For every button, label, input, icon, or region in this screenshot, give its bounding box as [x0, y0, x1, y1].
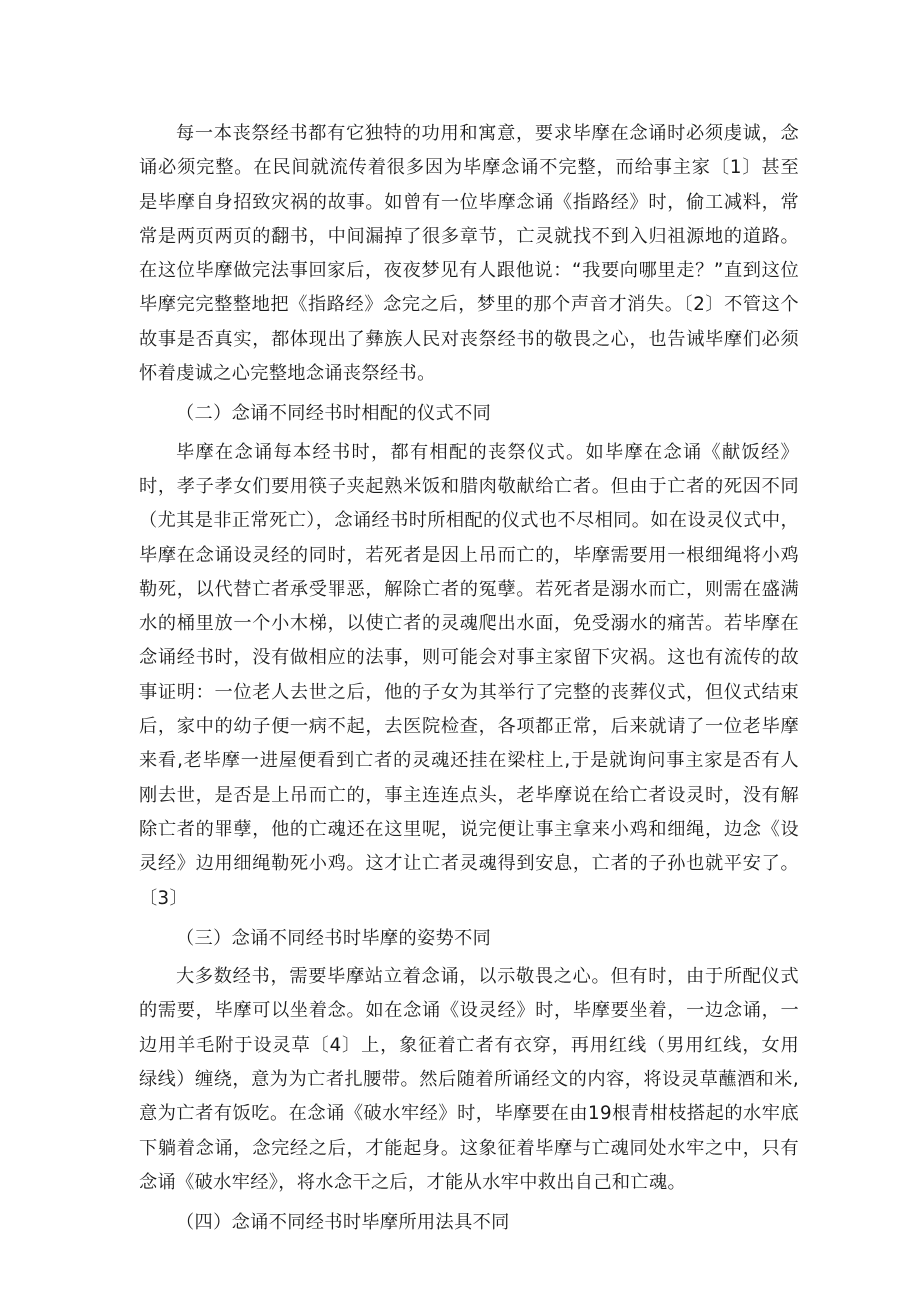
paragraph-matching-rituals: 毕摩在念诵每本经书时，都有相配的丧祭仪式。如毕摩在念诵《献饭经》时，孝子孝女们要用筷子夹起熟米饭和腊肉敬献给亡者。但由于亡者的死因不同（尤其是非正常死亡），念诵经书时所相配的仪式也不尽相同。如在设灵仪式中，毕摩在念诵设灵经的同时，若死者是因上吊而亡的，毕摩需要用一根细绳将小鸡勒死，以代替亡者承受罪恶，解除亡者的冤孽。若死者是溺水而亡，则需在盛满水的桶里放一个小木梯，以使亡者的灵魂爬出水面，免受溺水的痛苦。若毕摩在念诵经书时，没有做相应的法事，则可能会对事主家留下灾祸。这也有流传的故事证明：一位老人去世之后，他的子女为其举行了完整的丧葬仪式，但仪式结束后，家中的幼子便一病不起，去医院检查，各项都正常，后来就请了一位老毕摩来看,老毕摩一进屋便看到亡者的灵魂还挂在梁柱上,于是就询问事主家是否有人刚去世，是否是上吊而亡的，事主连连点头，老毕摩说在给亡者设灵时，没有解除亡者的罪孽，他的亡魂还在这里呢，说完便让事主拿来小鸡和细绳，边念《设灵经》边用细绳勒死小鸡。这才让亡者灵魂得到安息，亡者的子孙也就平安了。〔3〕 [139, 441, 799, 909]
section-heading-2: （二）念诵不同经书时相配的仪式不同 [176, 403, 492, 425]
section-heading-3: （三）念诵不同经书时毕摩的姿势不同 [176, 927, 492, 949]
paragraph-integrity-of-recitation: 每一本丧祭经书都有它独特的功用和寓意，要求毕摩在念诵时必须虔诚，念诵必须完整。在民间就流传着很多因为毕摩念诵不完整，而给事主家〔1〕甚至是毕摩自身招致灾祸的故事。如曾有一位毕摩念诵《指路经》时，偷工减料，常常是两页两页的翻书，中间漏掉了很多章节，亡灵就找不到入归祖源地的道路。在这位毕摩做完法事回家后，夜夜梦见有人跟他说：“我要向哪里走？”直到这位毕摩完完整整地把《指路经》念完之后，梦里的那个声音才消失。〔2〕不管这个故事是否真实，都体现出了彝族人民对丧祭经书的敬畏之心，也告诫毕摩们必须怀着虔诚之心完整地念诵丧祭经书。 [139, 123, 799, 385]
section-heading-4: （四）念诵不同经书时毕摩所用法具不同 [176, 1212, 510, 1234]
document-body [139, 117, 799, 1245]
paragraph-bimo-posture: 大多数经书，需要毕摩站立着念诵，以示敬畏之心。但有时，由于所配仪式的需要，毕摩可以坐着念。如在念诵《设灵经》时，毕摩要坐着，一边念诵，一边用羊毛附于设灵草〔4〕上，象征着亡者有衣穿，再用红线（男用红线，女用绿线）缠绕，意为为亡者扎腰带。然后随着所诵经文的内容，将设灵草蘸酒和米,意为亡者有饭吃。在念诵《破水牢经》时，毕摩要在由19根青柑枝搭起的水牢底下躺着念诵，念完经之后，才能起身。这象征着毕摩与亡魂同处水牢之中，只有念诵《破水牢经》，将水念干之后，才能从水牢中救出自己和亡魂。 [139, 966, 799, 1193]
